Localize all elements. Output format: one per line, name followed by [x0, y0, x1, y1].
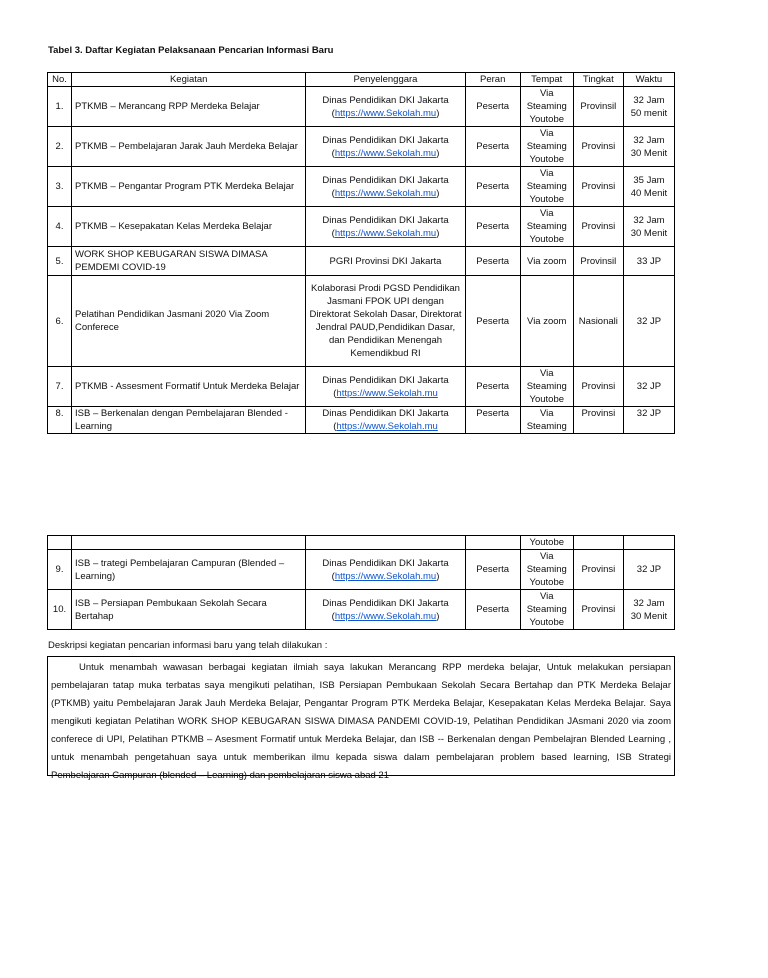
cell-no: 1.	[48, 87, 72, 127]
waktu-line: 35 Jam	[633, 174, 665, 186]
tempat-line: Via	[539, 208, 554, 219]
waktu-line: 50 menit	[630, 107, 668, 119]
cell-tingkat: Provinsi	[573, 590, 623, 630]
tempat-line: Steaming	[526, 221, 567, 232]
organizer-name: Kolaborasi Prodi PGSD Pendidikan Jasmani FPOK UPI dengan Direktorat Sekolah Dasar, Direktorat Jendral PAUD,Pendidikan Dasar, dan Pendidikan Menengah Kemendikbud RI	[309, 283, 462, 359]
cell-tempat	[520, 247, 573, 276]
link-paren-close: )	[436, 610, 440, 622]
tempat-line: Steaming	[526, 181, 567, 192]
cell-tingkat: Provinsi	[573, 127, 623, 167]
cell-tingkat: Provinsil	[573, 87, 623, 127]
cell-tingkat	[573, 536, 623, 550]
cell-no: 2.	[48, 127, 72, 167]
tempat-line: Youtobe	[529, 617, 565, 628]
organizer-name: Dinas Pendidikan DKI Jakarta	[322, 214, 449, 226]
cell-penyelenggara	[306, 87, 465, 127]
cell-no: 9.	[48, 550, 72, 590]
cell-tempat	[520, 276, 573, 367]
tempat-line: Steaming	[526, 604, 567, 615]
table-row	[48, 87, 675, 127]
cell-waktu	[623, 590, 674, 630]
cell-tempat	[520, 167, 573, 207]
cell-penyelenggara	[306, 590, 465, 630]
cell-tingkat: Nasionali	[573, 276, 623, 367]
cell-peran: Peserta	[465, 247, 520, 276]
cell-penyelenggara	[306, 127, 465, 167]
tempat-line: Youtobe	[529, 577, 565, 588]
cell-tingkat: Provinsi	[573, 550, 623, 590]
table-row	[48, 367, 675, 407]
description-label: Deskripsi kegiatan pencarian informasi baru yang telah dilakukan :	[48, 640, 328, 651]
cell-penyelenggara	[306, 276, 465, 367]
cell-peran: Peserta	[465, 367, 520, 407]
cell-waktu	[623, 167, 674, 207]
cell-no: 4.	[48, 207, 72, 247]
link-paren-open: (	[331, 147, 335, 159]
tempat-line: Via	[539, 88, 554, 99]
header-tingkat: Tingkat	[573, 73, 623, 87]
organizer-link[interactable]: https://www.Sekolah.mu	[334, 147, 437, 159]
cell-tempat	[520, 87, 573, 127]
cell-tempat	[520, 127, 573, 167]
organizer-name: Dinas Pendidikan DKI Jakarta	[322, 408, 449, 419]
cell-kegiatan: ISB – Persiapan Pembukaan Sekolah Secara Bertahap	[72, 590, 306, 630]
cell-no: 7.	[48, 367, 72, 407]
tempat-line: Via	[539, 128, 554, 139]
cell-peran: Peserta	[465, 87, 520, 127]
organizer-link[interactable]: https://www.Sekolah.mu	[336, 387, 438, 399]
tempat-line: Via	[539, 408, 554, 419]
organizer-link[interactable]: https://www.Sekolah.mu	[334, 107, 437, 119]
cell-tingkat: Provinsil	[573, 247, 623, 276]
waktu-line: 32 Jam	[633, 134, 665, 146]
table-row	[48, 127, 675, 167]
cell-peran: Peserta	[465, 590, 520, 630]
table-row	[48, 276, 675, 367]
tempat-line: Via	[539, 551, 554, 562]
cell-waktu	[623, 247, 674, 276]
cell-tempat	[520, 367, 573, 407]
table-row	[48, 407, 675, 434]
link-paren-open: (	[331, 570, 335, 582]
cell-no: 8.	[48, 407, 72, 434]
header-no: No.	[48, 73, 72, 87]
link-paren-open: (	[331, 107, 335, 119]
cell-kegiatan: PTKMB – Kesepakatan Kelas Merdeka Belajar	[72, 207, 306, 247]
waktu-line: 30 Menit	[630, 610, 668, 622]
tempat-line: Via zoom	[527, 315, 567, 327]
waktu-line: 30 Menit	[630, 147, 668, 159]
cell-kegiatan: PTKMB – Pembelajaran Jarak Jauh Merdeka Belajar	[72, 127, 306, 167]
organizer-name: Dinas Pendidikan DKI Jakarta	[322, 557, 449, 569]
tempat-line: Steaming	[526, 381, 567, 392]
activity-table	[47, 72, 675, 434]
cell-tingkat: Provinsi	[573, 167, 623, 207]
cell-tempat: Youtobe	[520, 536, 573, 550]
cell-waktu	[623, 127, 674, 167]
cell-kegiatan	[72, 536, 306, 550]
cell-no: 10.	[48, 590, 72, 630]
cell-penyelenggara	[306, 550, 465, 590]
cell-kegiatan: ISB – Berkenalan dengan Pembelajaran Blended - Learning	[72, 407, 306, 434]
cell-waktu	[623, 87, 674, 127]
organizer-link[interactable]: https://www.Sekolah.mu	[336, 421, 438, 432]
cell-penyelenggara	[306, 167, 465, 207]
organizer-link[interactable]: https://www.Sekolah.mu	[334, 187, 437, 199]
link-paren-open: (	[333, 421, 337, 432]
waktu-line: 32 Jam	[633, 597, 665, 609]
tempat-line: Via zoom	[527, 255, 567, 267]
cell-kegiatan: PTKMB - Assesment Formatif Untuk Merdeka Belajar	[72, 367, 306, 407]
header-penyelenggara: Penyelenggara	[306, 73, 465, 87]
waktu-line: 32 Jam	[633, 214, 665, 226]
cell-waktu	[623, 536, 674, 550]
link-paren-open: (	[331, 610, 335, 622]
organizer-link[interactable]: https://www.Sekolah.mu	[334, 610, 437, 622]
cell-kegiatan: Pelatihan Pendidikan Jasmani 2020 Via Zoom Conferece	[72, 276, 306, 367]
waktu-line: 32 JP	[636, 564, 662, 575]
cell-no: 3.	[48, 167, 72, 207]
organizer-name: PGRI Provinsi DKI Jakarta	[329, 255, 442, 267]
header-waktu: Waktu	[623, 73, 674, 87]
cell-waktu	[623, 207, 674, 247]
organizer-name: Dinas Pendidikan DKI Jakarta	[322, 174, 449, 186]
tempat-line: Via	[539, 368, 554, 379]
link-paren-close: )	[436, 187, 440, 199]
cell-waktu	[623, 367, 674, 407]
cell-waktu	[623, 276, 674, 367]
organizer-name: Dinas Pendidikan DKI Jakarta	[322, 597, 449, 609]
cell-penyelenggara	[306, 207, 465, 247]
cell-tingkat: Provinsi	[573, 407, 623, 434]
cell-waktu	[623, 550, 674, 590]
link-paren-close: )	[436, 570, 440, 582]
activity-table-continued	[47, 535, 675, 630]
header-tempat: Tempat	[520, 73, 573, 87]
cell-kegiatan: ISB – trategi Pembelajaran Campuran (Blended – Learning)	[72, 550, 306, 590]
organizer-name: Dinas Pendidikan DKI Jakarta	[322, 374, 449, 386]
link-paren-open: (	[333, 387, 337, 399]
cell-peran: Peserta	[465, 550, 520, 590]
waktu-line: 40 Menit	[630, 187, 668, 199]
cell-waktu	[623, 407, 674, 434]
table-row-continued	[48, 536, 675, 550]
waktu-line: 32 JP	[636, 408, 662, 419]
waktu-line: 32 JP	[636, 381, 662, 392]
cell-penyelenggara	[306, 407, 465, 434]
table-row	[48, 550, 675, 590]
cell-peran: Peserta	[465, 207, 520, 247]
tempat-line: Via	[539, 591, 554, 602]
organizer-name: Dinas Pendidikan DKI Jakarta	[322, 94, 449, 106]
waktu-line: 33 JP	[636, 255, 662, 267]
cell-penyelenggara	[306, 536, 465, 550]
organizer-link[interactable]: https://www.Sekolah.mu	[334, 570, 437, 582]
cell-tempat	[520, 590, 573, 630]
table-title: Tabel 3. Daftar Kegiatan Pelaksanaan Pencarian Informasi Baru	[48, 45, 334, 56]
table-row	[48, 207, 675, 247]
table-header-row	[48, 73, 675, 87]
cell-kegiatan: PTKMB – Pengantar Program PTK Merdeka Belajar	[72, 167, 306, 207]
cell-tingkat: Provinsi	[573, 367, 623, 407]
cell-no: 5.	[48, 247, 72, 276]
cell-peran: Peserta	[465, 276, 520, 367]
cell-peran	[465, 536, 520, 550]
cell-peran: Peserta	[465, 127, 520, 167]
link-paren-close: )	[436, 147, 440, 159]
tempat-line: Youtobe	[529, 194, 565, 205]
waktu-line: 32 JP	[636, 315, 662, 327]
cell-peran: Peserta	[465, 167, 520, 207]
table-row	[48, 247, 675, 276]
header-kegiatan: Kegiatan	[72, 73, 306, 87]
organizer-name: Dinas Pendidikan DKI Jakarta	[322, 134, 449, 146]
tempat-line: Youtobe	[529, 394, 565, 405]
tempat-line: Via	[539, 168, 554, 179]
cell-kegiatan: PTKMB – Merancang RPP Merdeka Belajar	[72, 87, 306, 127]
waktu-line: 30 Menit	[630, 227, 668, 239]
organizer-link[interactable]: https://www.Sekolah.mu	[334, 227, 437, 239]
cell-no: 6.	[48, 276, 72, 367]
cell-penyelenggara	[306, 247, 465, 276]
cell-tempat	[520, 550, 573, 590]
table-row	[48, 590, 675, 630]
table-row	[48, 167, 675, 207]
cell-tempat	[520, 407, 573, 434]
link-paren-close: )	[436, 107, 440, 119]
cell-penyelenggara	[306, 367, 465, 407]
link-paren-open: (	[331, 187, 335, 199]
header-peran: Peran	[465, 73, 520, 87]
cell-no	[48, 536, 72, 550]
tempat-line: Youtobe	[529, 154, 565, 165]
cell-kegiatan: WORK SHOP KEBUGARAN SISWA DIMASA PEMDEMI COVID-19	[72, 247, 306, 276]
tempat-line: Youtobe	[529, 234, 565, 245]
cell-tempat	[520, 207, 573, 247]
description-box: Untuk menambah wawasan berbagai kegiatan ilmiah saya lakukan Merancang RPP merdeka belajar, Untuk melakukan persiapan pembelajaran tatap muka terbatas saya mengikuti pelatihan, ISB Persiapan Pembukaan Sekolah Secara Bertahap dan PTK Merdeka Belajar (PTKMB) yaitu Pembelajaran Jarak Jauh Merdeka Belajar, Pengantar Program PTK Merdeka Belajar, Kesepakatan Kelas Merdeka Belajar. Saya mengikuti kegiatan Pelatihan WORK SHOP KEBUGARAN SISWA DIMASA PANDEMI COVID-19, Pelatihan Pendidikan JAsmani 2020 via zoom conferece di UPI, Pelatihan PTKMB – Asesment Formatif untuk Merdeka Belajar, dan ISB -- Berkenalan dengan Pembelajran Blended Learning , untuk menambah pengetahuan saya untuk memberikan ilmu kepada siswa dalam pembelajaran problem based learning, ISB Strategi Pembelajaran Campuran (blended – Learning) dan pembelajaran siswa abad 21	[47, 656, 675, 776]
link-paren-close: )	[436, 227, 440, 239]
tempat-line: Steaming	[526, 421, 567, 432]
tempat-line: Steaming	[526, 141, 567, 152]
waktu-line: 32 Jam	[633, 94, 665, 106]
cell-tingkat: Provinsi	[573, 207, 623, 247]
tempat-line: Youtobe	[529, 114, 565, 125]
tempat-line: Steaming	[526, 101, 567, 112]
cell-peran: Peserta	[465, 407, 520, 434]
link-paren-open: (	[331, 227, 335, 239]
tempat-line: Steaming	[526, 564, 567, 575]
